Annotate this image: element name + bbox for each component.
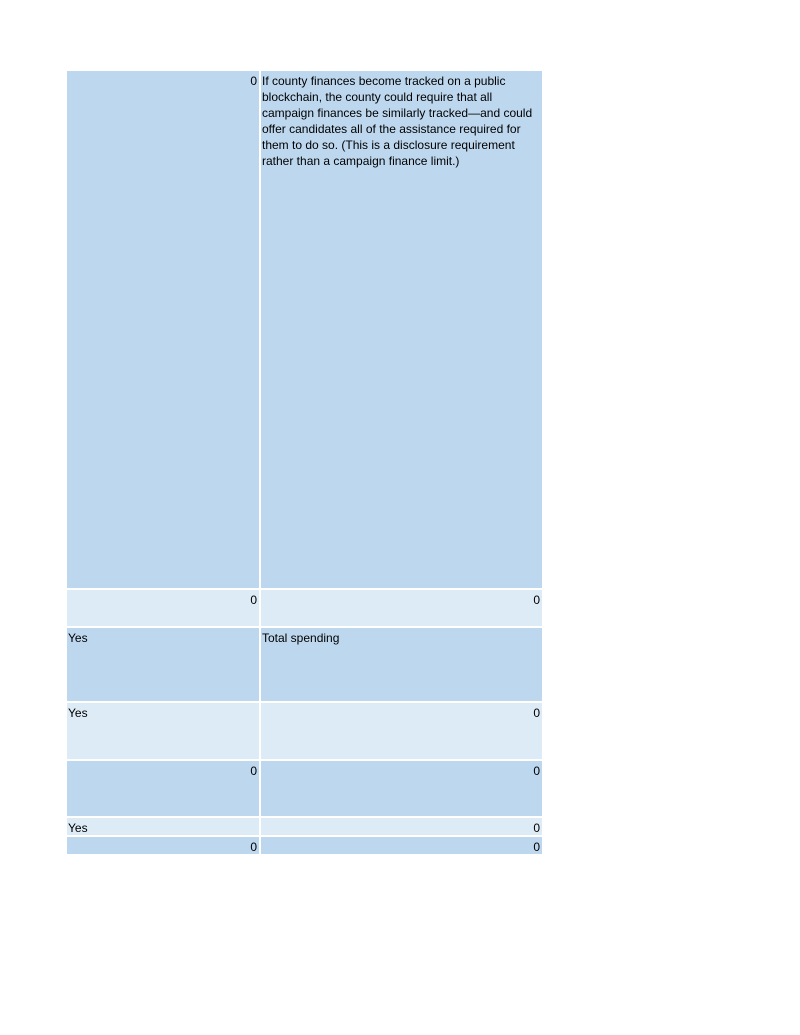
- cell-b1[interactable]: If county finances become tracked on a public blockchain, the county could require that all campaign finances be similarly tracked—and could offer candidates all of the assistance required for them to do so. (This is a disclosure requirement rather than a campaign finance limit.): [261, 71, 542, 588]
- cell-a6[interactable]: Yes: [67, 818, 261, 835]
- cell-a3[interactable]: Yes: [67, 628, 261, 701]
- cell-b2[interactable]: 0: [261, 590, 542, 626]
- cell-b3[interactable]: Total spending: [261, 628, 542, 701]
- table-row: [67, 628, 542, 703]
- cell-a1[interactable]: 0: [67, 71, 261, 588]
- cell-b5[interactable]: 0: [261, 761, 542, 816]
- spreadsheet-table: [67, 71, 542, 854]
- cell-a2[interactable]: 0: [67, 590, 261, 626]
- table-row: [67, 590, 542, 628]
- cell-a5[interactable]: 0: [67, 761, 261, 816]
- cell-a4[interactable]: Yes: [67, 703, 261, 759]
- cell-b4[interactable]: 0: [261, 703, 542, 759]
- table-row: [67, 837, 542, 854]
- cell-a7[interactable]: 0: [67, 837, 261, 854]
- cell-b6[interactable]: 0: [261, 818, 542, 835]
- table-row: [67, 761, 542, 818]
- table-row: [67, 703, 542, 761]
- cell-b7[interactable]: 0: [261, 837, 542, 854]
- table-row: [67, 71, 542, 590]
- table-row: [67, 818, 542, 837]
